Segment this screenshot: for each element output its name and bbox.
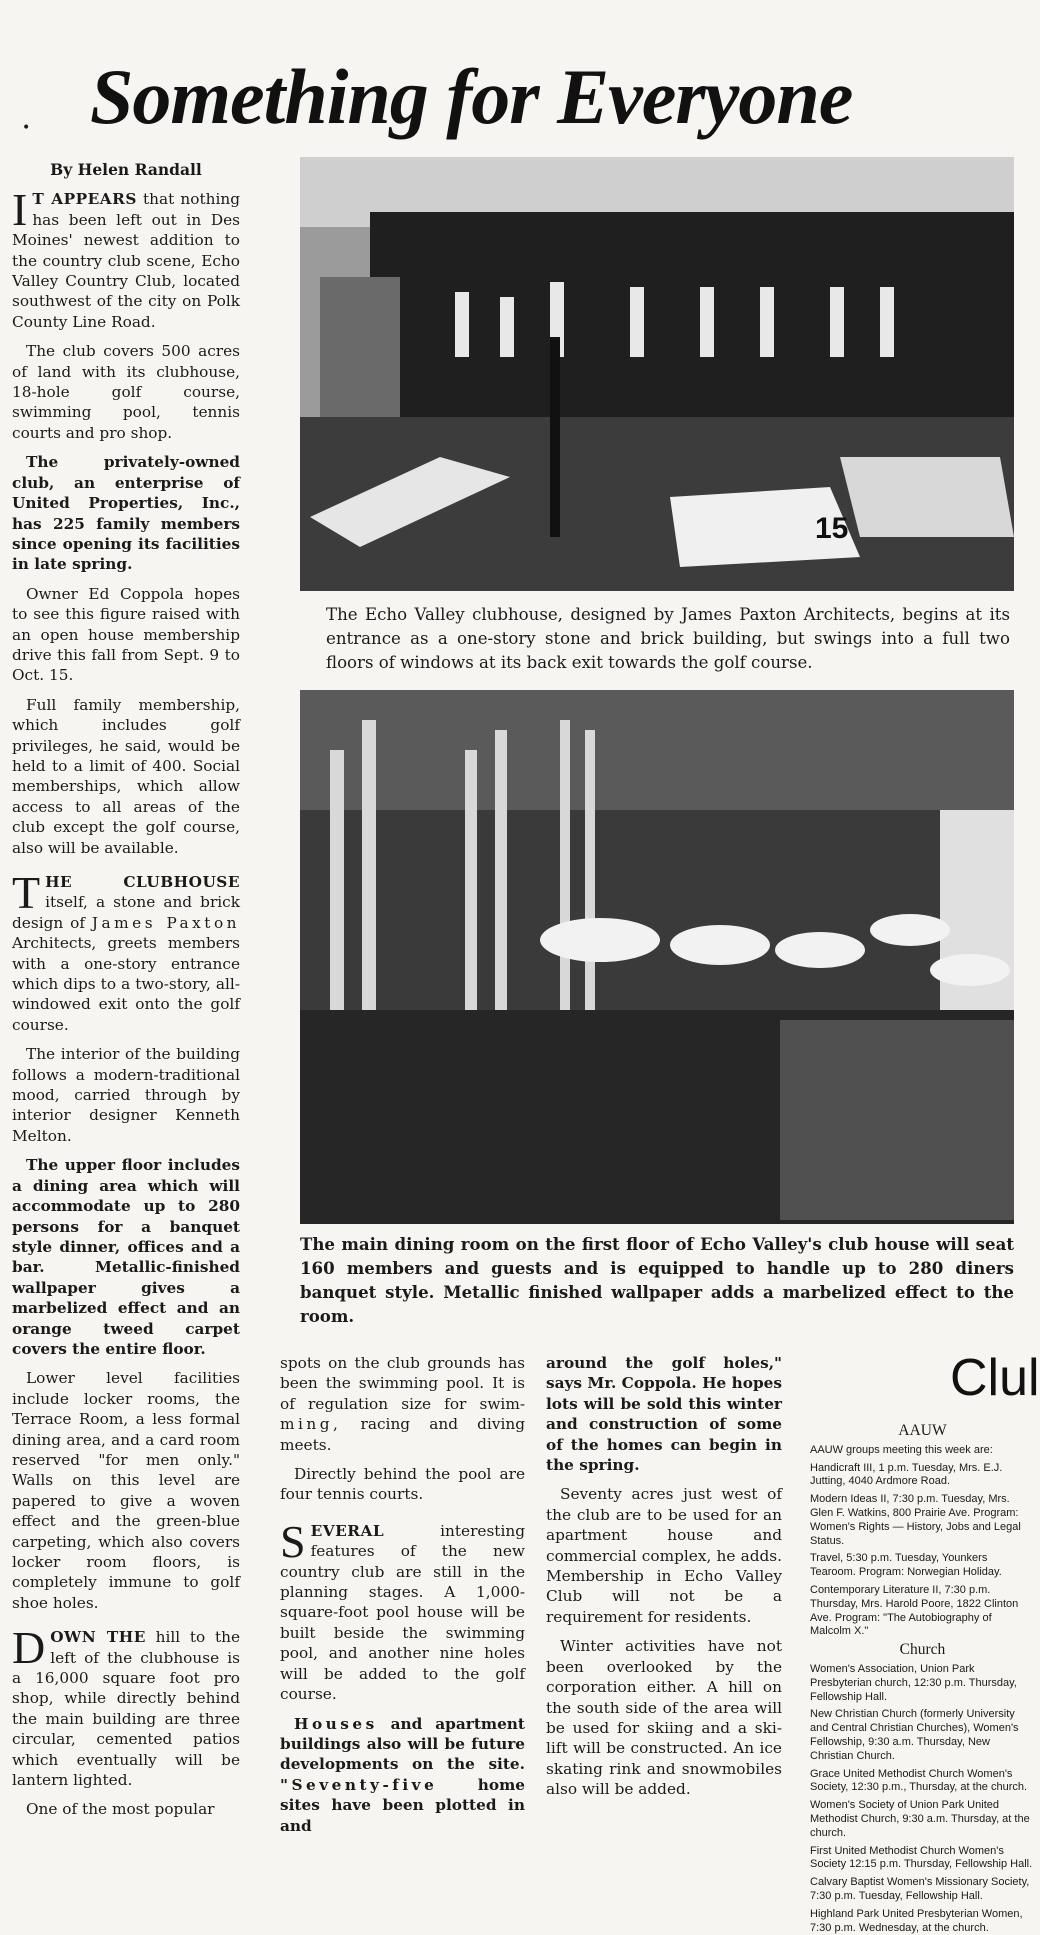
article-column-2 (280, 1353, 525, 1845)
paragraph: Full family membership, which includes golf privileges, he said, would be held to a limit of 400. Social memberships, which allow access to all areas of the club except the golf course, also will be available. (12, 695, 240, 857)
list-item: Calvary Baptist Women's Missionary Society, 7:30 p.m. Tuesday, Fellowship Hall. (810, 1876, 1030, 1902)
list-item: First United Methodist Church Women's Society 12:15 p.m. Thursday, Fellowship Hall. (810, 1844, 1033, 1871)
paragraph: SEVERAL interesting features of the new country club are still in the planning stages. A 1,000-square-foot pool house will be built beside the swimming pool, and another nine holes will be added to the golf course. (280, 1515, 525, 1704)
list-item: Women's Association, Union Park Presbyterian church, 12:30 p.m. Thursday, Fellowship Hall. (810, 1662, 1017, 1703)
aauw-intro: AAUW groups meeting this week are: (810, 1443, 993, 1456)
list-item: Travel, 5:30 p.m. Tuesday, Younkers Tearoom. Program: Norwegian Holiday. (810, 1552, 1002, 1579)
list-item: New Christian Church (formerly University and Central Christian Churches), Women's Fellowship, 9:30 a.m. Thursday, New Christian Church. (810, 1708, 1019, 1762)
paragraph: The upper floor includes a dining area which will accommodate up to 280 persons for a banquet style dinner, offices and a bar. Metallic-finished wallpaper gives a marbelized effect and an orange tweed carpet covers the entire floor. (12, 1156, 240, 1358)
list-item: Highland Park United Presbyterian Women, 7:30 p.m. Wednesday, at the church. (810, 1907, 1023, 1934)
list-item: Contemporary Literature II, 7:30 p.m. Thursday, Mrs. Harold Poore, 1822 Clinton Ave. Program: "The Autobiography of Malcolm X." (810, 1583, 1019, 1638)
clubhouse-photo-image (300, 157, 1014, 591)
paragraph: THE CLUBHOUSE itself, a stone and brick design of James Paxton Architects, greets members with a one-story entrance which dips to a two-story, all-windowed exit onto the golf course. (12, 867, 240, 1034)
paragraph: Winter activities have not been overlooked by the corporation either. A hill on the south side of the area will be used for skiing and a ski-lift will be constructed. An ice skating rink and snowmobiles also will be added. (546, 1637, 782, 1799)
paragraph: Owner Ed Coppola hopes to see this figure raised with an open house membership drive this fall from Sept. 9 to Oct. 15. (12, 584, 240, 685)
sign-number: 15 (815, 512, 849, 545)
list-item: Handicraft III, 1 p.m. Tuesday, Mrs. E.J. Jutting, 4040 Ardmore Road. (810, 1461, 1003, 1488)
aauw-heading: AAUW (898, 1422, 947, 1439)
stray-mark: • (22, 120, 31, 136)
clubs-listing (810, 1420, 1035, 1934)
paragraph: spots on the club grounds has been the swimming pool. It is of regulation size for swim-ming, racing and diving meets. (280, 1354, 525, 1454)
paragraph: Directly behind the pool are four tennis courts. (280, 1465, 525, 1504)
photo-caption-1: The Echo Valley clubhouse, designed by James Paxton Architects, begins at its entrance as a one-story stone and brick building, but swings into a full two floors of windows at its back exit towards the golf course. (326, 605, 1010, 672)
list-item: Women's Society of Union Park United Methodist Church, 9:30 a.m. Thursday, at the church. (810, 1799, 1030, 1839)
dining-room-photo (300, 690, 1014, 1224)
dining-room-photo-image (300, 690, 1014, 1224)
paragraph: The club covers 500 acres of land with its clubhouse, 18-hole golf course, swimming pool, tennis courts and pro shop. (12, 342, 240, 442)
headline: Something for Everyone (90, 53, 853, 140)
church-heading: Church (899, 1641, 946, 1659)
paragraph: Lower level facilities include locker rooms, the Terrace Room, a less formal dining area, and a card room reserved "for men only." Walls on this level are papered to give a woven effect and the green-blue carpeting, which also covers locker room floors, is completely immune to golf shoe holes. (12, 1369, 240, 1612)
paragraph: One of the most popular (26, 1800, 215, 1819)
byline: By Helen Randall (50, 160, 202, 179)
paragraph: Houses and apartment buildings also will be future developments on the site. "Seventy-five home sites have been plotted in and (280, 1714, 525, 1835)
paragraph: Seventy acres just west of the club are to be used for an apartment house and commercial complex, he adds. Membership in Echo Valley Club will not be a requirement for residents. (546, 1485, 782, 1626)
paragraph: I T APPEARS that nothing has been left out in Des Moines' newest addition to the country club scene, Echo Valley Country Club, located southwest of the city on Polk County Line Road. (12, 184, 240, 331)
paragraph: around the golf holes," says Mr. Coppola. He hopes lots will be sold this winter and construction of some of the homes can begin in the spring. (546, 1354, 782, 1475)
clubs-section-title: Clul (950, 1349, 1040, 1407)
paragraph: The privately-owned club, an enterprise of United Properties, Inc., has 225 family members since opening its facilities in late spring. (12, 453, 240, 574)
list-item: Modern Ideas II, 7:30 p.m. Tuesday, Mrs. Glen F. Watkins, 800 Prairie Ave. Program: Women's Rights — History, Jobs and Legal Status. (810, 1493, 1021, 1547)
paragraph: DOWN THE hill to the left of the clubhouse is a 16,000 square foot pro shop, while directly behind the main building are three circular, cemented patios which eventually will be lantern lighted. (12, 1622, 240, 1790)
list-item: Grace United Methodist Church Women's Society, 12:30 p.m., Thursday, at the church. (810, 1767, 1028, 1794)
clubhouse-photo (300, 157, 1014, 591)
paragraph: The interior of the building follows a modern-traditional mood, carried through by interior designer Kenneth Melton. (12, 1045, 240, 1145)
photo-caption-2: The main dining room on the first floor of Echo Valley's club house will seat 160 members and guests and is equipped to handle up to 280 diners banquet style. Metallic finished wallpaper adds a marbelized effect to the room. (300, 1234, 1014, 1326)
article-column-1 (12, 160, 240, 1829)
article-column-3 (546, 1353, 782, 1809)
